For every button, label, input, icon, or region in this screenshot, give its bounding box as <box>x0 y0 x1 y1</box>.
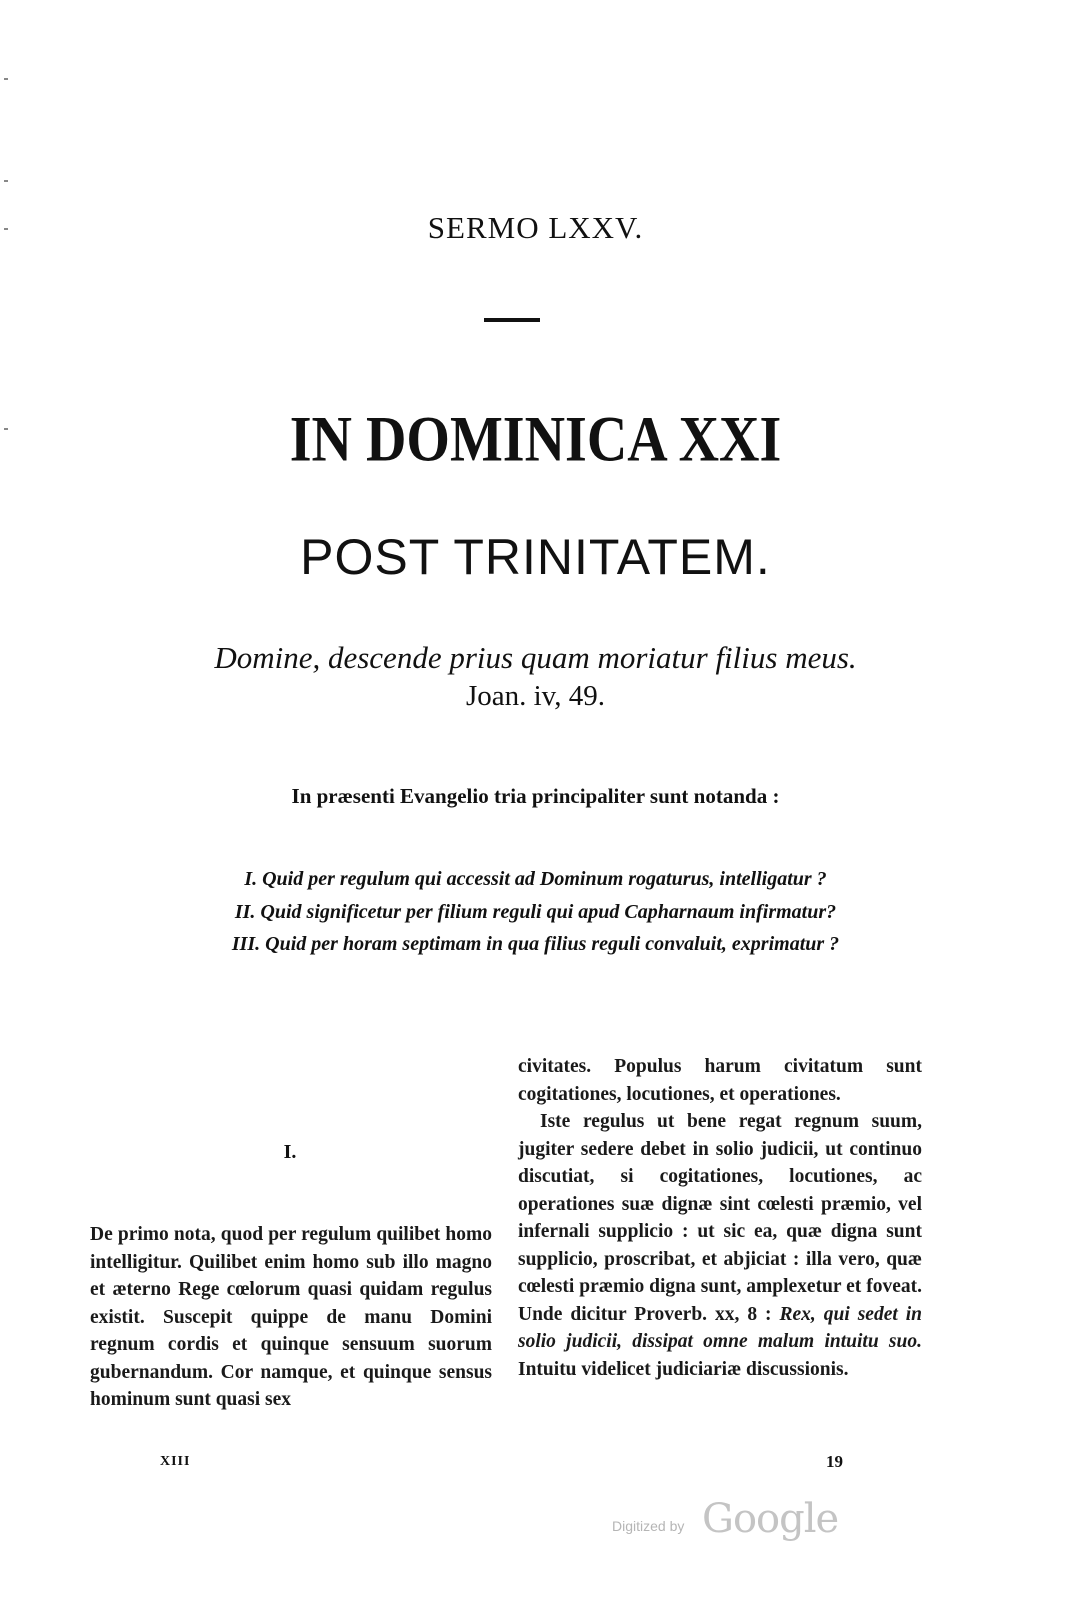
digitized-by-label: Digitized by <box>612 1518 685 1534</box>
page-number: 19 <box>826 1452 843 1471</box>
body-paragraph-continuation: civitates. Populus harum civitatum sunt cogitationes, locutiones, et operationes. <box>518 1056 922 1105</box>
title-divider-rule <box>484 318 540 322</box>
sermon-number-heading: SERMO LXXV. <box>427 210 644 245</box>
right-column <box>518 1053 922 1383</box>
scan-mark <box>4 180 8 182</box>
paragraph-text: Iste regulus ut bene regat regnum suum, jugiter sedere debet in solio judicii, ut continuo discutiat, si cogitationes, locutiones, ac operationes suæ dignæ sint cœlesti præmio, vel infernali supplicio : ut sic ea, quæ digna sunt supplicio, proscribat, et abjiciat : illa vero, quæ cœlesti præmio digna sunt, amplexetur et foveat. Unde dicitur Proverb. xx, 8 : <box>518 1111 922 1325</box>
epigraph-quote: Domine, descende prius quam moriatur filius meus. <box>214 640 857 675</box>
epigraph-reference: Joan. iv, 49. <box>465 680 606 712</box>
intro-line: In præsenti Evangelio tria principaliter sunt notanda : <box>291 784 780 808</box>
question-item: II. Quid significetur per filium reguli qui apud Capharnaum infirmatur? <box>234 901 837 923</box>
google-logo: Google <box>702 1496 839 1542</box>
scan-mark <box>4 78 8 80</box>
signature-mark: XIII <box>160 1454 191 1469</box>
page-title: IN DOMINICA XXI <box>289 404 782 476</box>
question-item: III. Quid per horam septimam in qua filius reguli convaluit, exprimatur ? <box>231 933 840 955</box>
page-subtitle: POST TRINITATEM. <box>300 529 771 585</box>
body-paragraph: De primo nota, quod per regulum quilibet homo intelligitur. Quilibet enim homo sub illo magno et æterno Rege cœlorum quasi quidam regulus existit. Suscepit quippe de manu Domini regnum cordis et quinque sensuum suorum gubernandum. Cor namque, et quinque sensus hominum sunt quasi sex <box>90 1224 492 1410</box>
paragraph-text: Intuitu videlicet judiciariæ discussionis. <box>518 1358 849 1380</box>
body-paragraph <box>518 1108 922 1383</box>
scripture-quote: Rex, qui sedet in solio judicii, dissipat omne malum intuitu suo. <box>518 1303 922 1352</box>
question-item: I. Quid per regulum qui accessit ad Dominum rogaturus, intelligatur ? <box>244 868 827 890</box>
section-number: I. <box>283 1141 297 1163</box>
left-column <box>90 1221 492 1414</box>
